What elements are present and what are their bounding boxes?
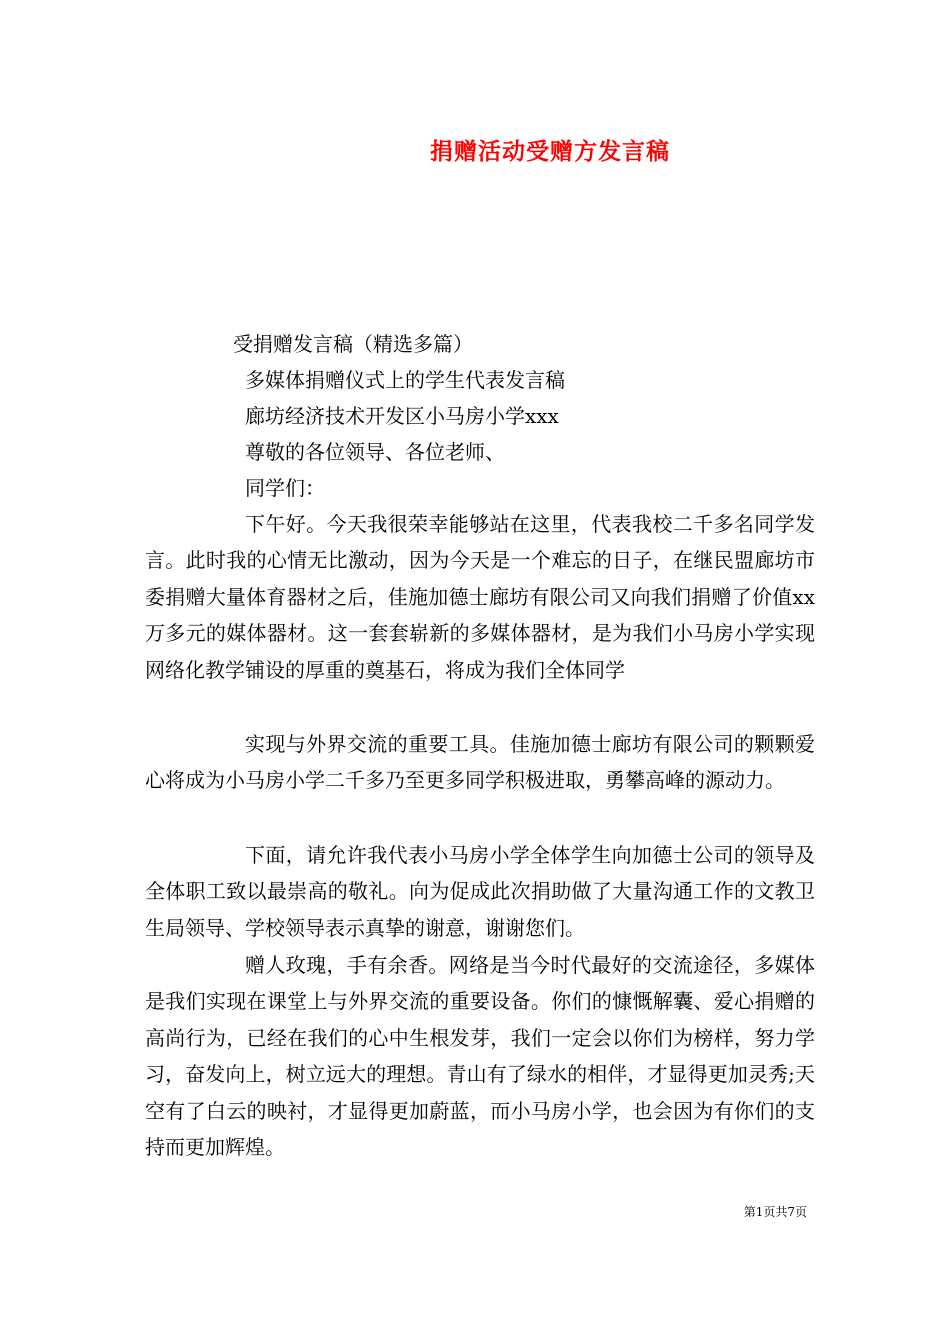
page-number: 第1页共7页 <box>743 1205 807 1219</box>
greeting-line-1: 尊敬的各位领导、各位老师、 <box>245 440 505 464</box>
speech-title: 多媒体捐赠仪式上的学生代表发言稿 <box>245 368 565 392</box>
subtitle: 受捐赠发言稿（精选多篇） <box>233 332 473 356</box>
greeting-line-2: 同学们： <box>245 476 325 500</box>
speaker-line: 廊坊经济技术开发区小马房小学xxx <box>245 404 559 428</box>
paragraph-2: 实现与外界交流的重要工具。佳施加德士廊坊有限公司的颗颗爱心将成为小马房小学二千多乃至更多同学积极进取，勇攀高峰的源动力。 <box>145 732 815 793</box>
paragraph-3: 下面，请允许我代表小马房小学全体学生向加德士公司的领导及全体职工致以最崇高的敬礼。向为促成此次捐助做了大量沟通工作的文教卫生局领导、学校领导表示真挚的谢意，谢谢您们。 <box>145 843 815 940</box>
paragraph-1: 下午好。今天我很荣幸能够站在这里，代表我校二千多名同学发言。此时我的心情无比激动，因为今天是一个难忘的日子，在继民盟廊坊市委捐赠大量体育器材之后，佳施加德士廊坊有限公司又向我们捐赠了价值xx万多元的媒体器材。这一套套崭新的多媒体器材，是为我们小马房小学实现网络化教学铺设的厚重的奠基石，将成为我们全体同学 <box>145 512 815 682</box>
document-title: 捐赠活动受赠方发言稿 <box>430 138 670 165</box>
paragraph-4: 赠人玫瑰，手有余香。网络是当今时代最好的交流途径，多媒体是我们实现在课堂上与外界交流的重要设备。你们的慷慨解囊、爱心捐赠的高尚行为，已经在我们的心中生根发芽，我们一定会以你们为榜样，努力学习，奋发向上，树立远大的理想。青山有了绿水的相伴，才显得更加灵秀;天空有了白云的映衬，才显得更加蔚蓝，而小马房小学，也会因为有你们的支持而更加辉煌。 <box>145 953 815 1160</box>
